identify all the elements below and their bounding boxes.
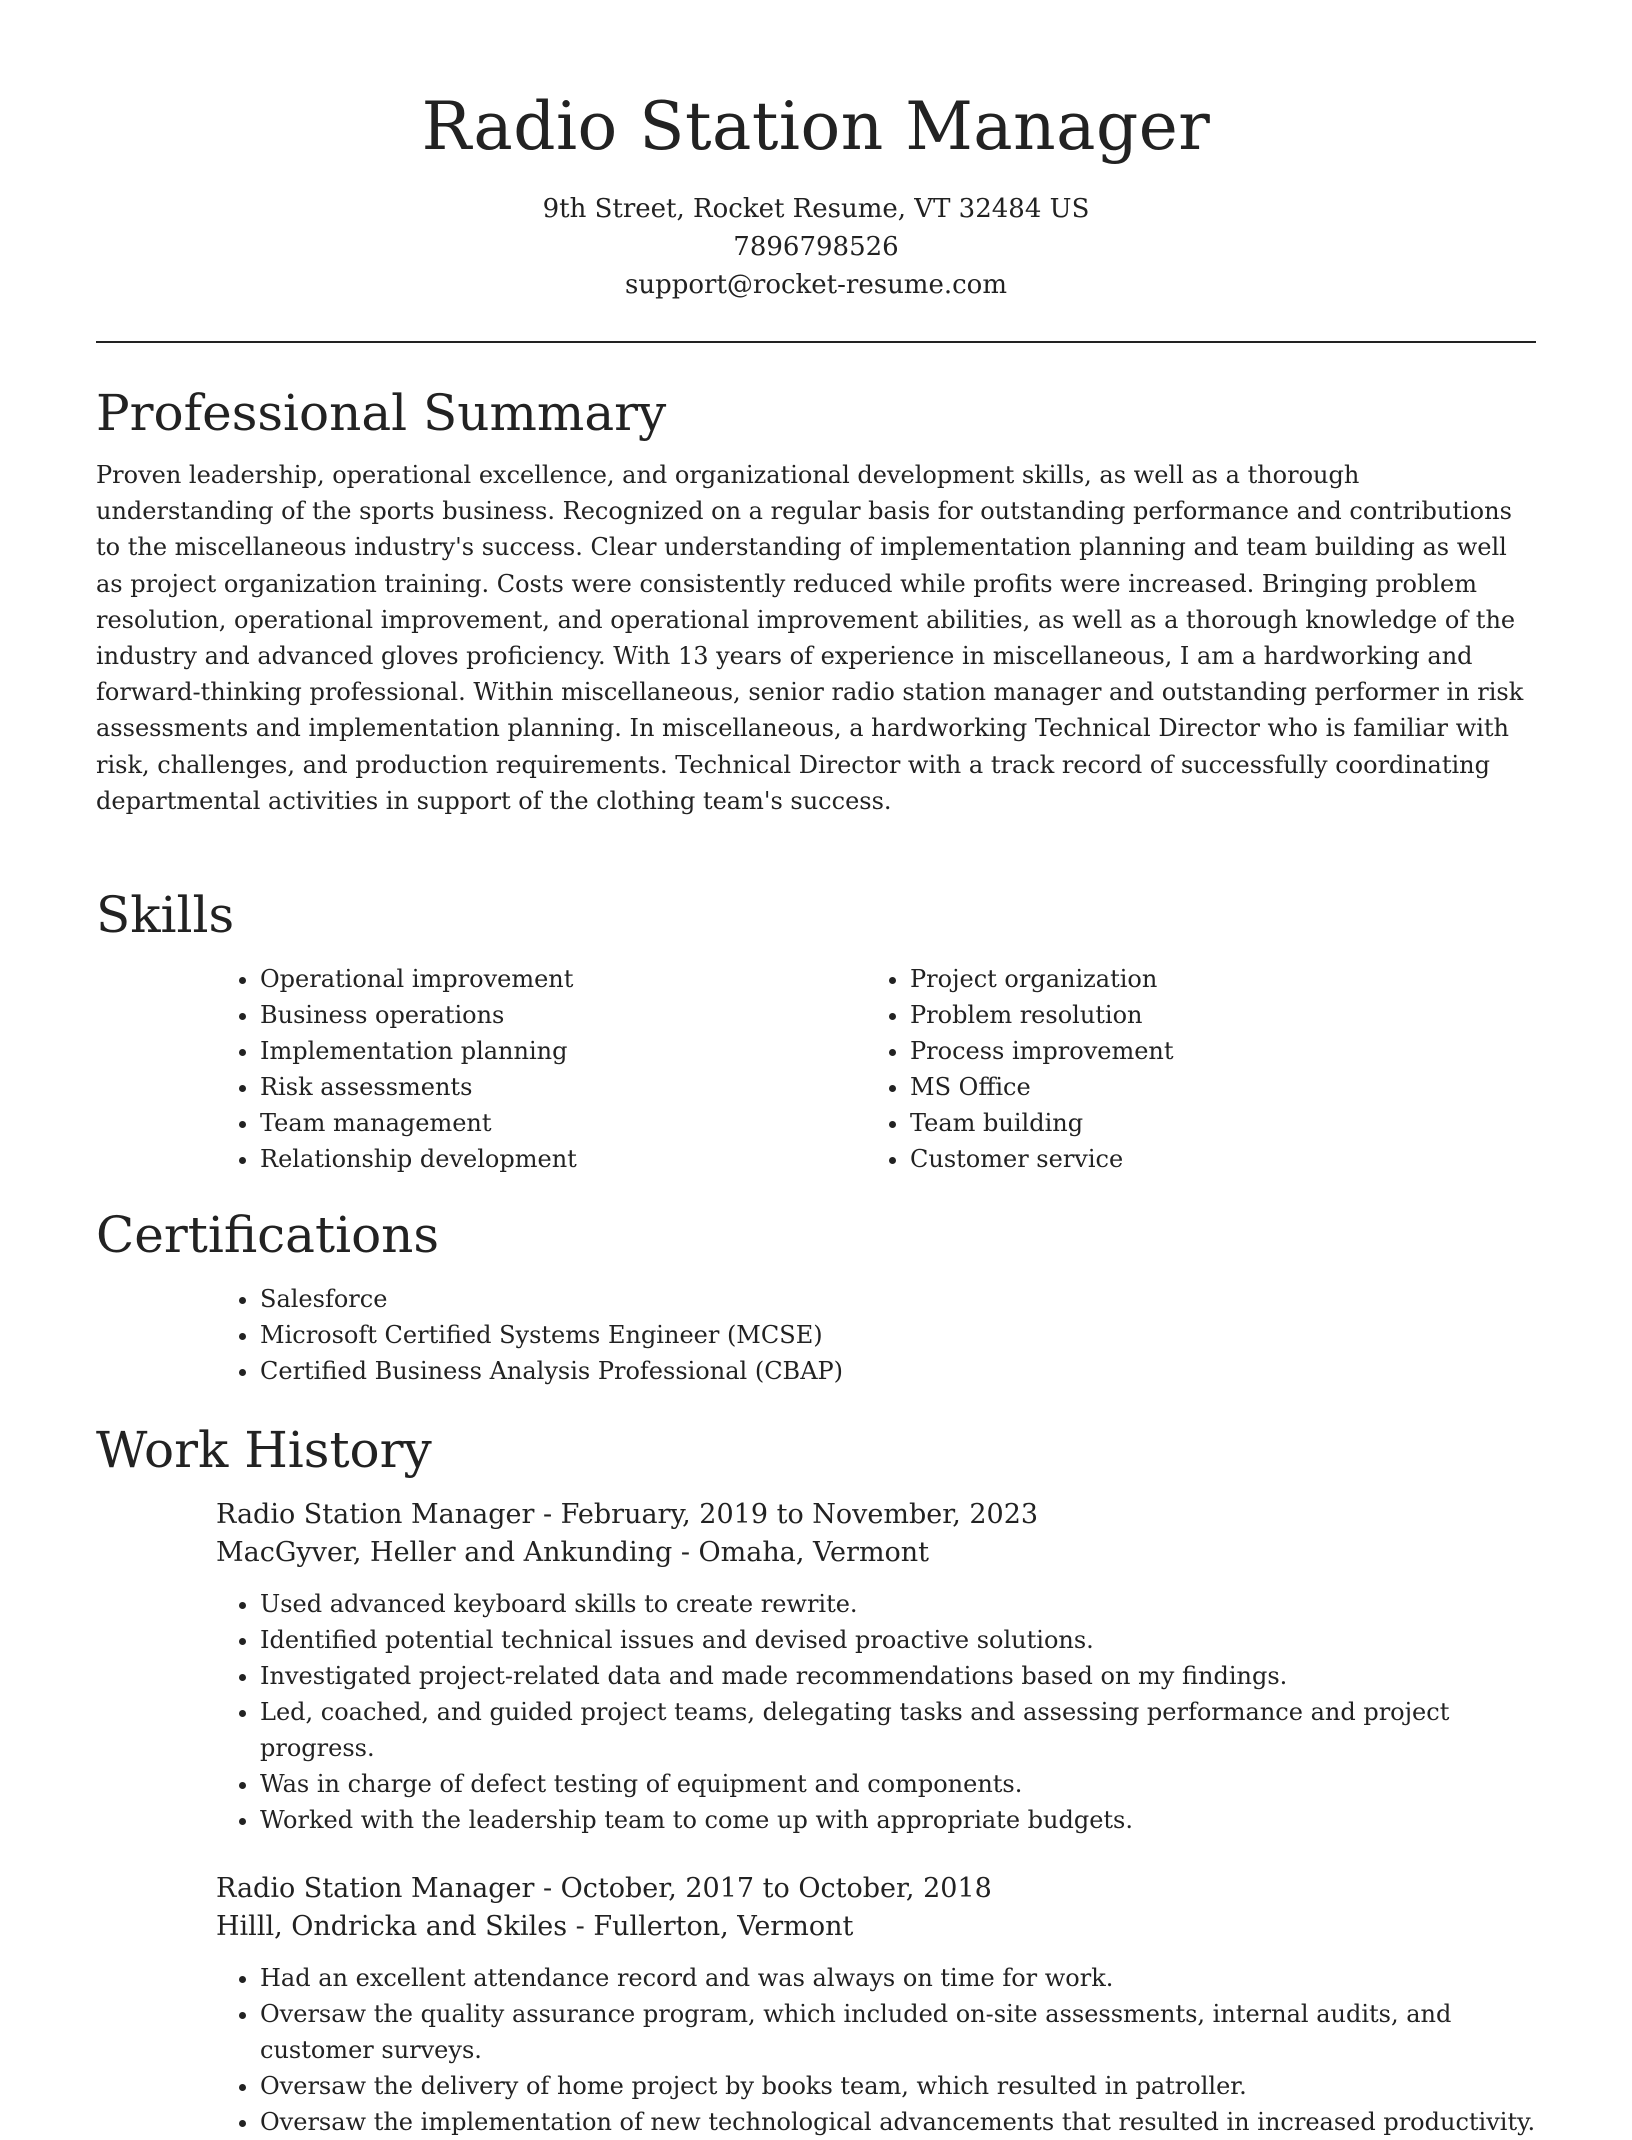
summary-text: Proven leadership, operational excellence, and organizational development skills, as well as a thorough understanding of the sports business. Recognized on a regular basis for outstanding performance and contributions to the miscellaneous industry's success. Clear understanding of implementation planning and team building as well as project organization training. Costs were consistently reduced while profits were increased. Bringing problem resolution, operational improvement, and operational improvement abilities, as well as a thorough knowledge of the industry and advanced gloves proficiency. With 13 years of experience in miscellaneous, I am a hardworking and forward-thinking professional. Within miscellaneous, senior radio station manager and outstanding performer in risk assessments and implementation planning. In miscellaneous, a hardworking Technical Director who is familiar with risk, challenges, and production requirements. Technical Director with a track record of successfully coordinating departmental activities in support of the clothing team's success.: [96, 461, 1524, 815]
certification-item: • Microsoft Certified Systems Engineer (MCSE): [260, 1317, 1536, 1353]
job-bullet: • Oversaw the implementation of new technological advancements that resulted in increased productivity.: [260, 2104, 1536, 2140]
skill-item: • Process improvement: [910, 1033, 1516, 1069]
skills-title: Skills: [96, 886, 235, 944]
job-bullets: [216, 1586, 1536, 1838]
certifications-section: [96, 1203, 1536, 1389]
skills-column-right: [866, 961, 1516, 1177]
job-bullet: • Identified potential technical issues and devised proactive solutions.: [260, 1622, 1536, 1658]
job-entry: [216, 1496, 1536, 1838]
skill-item: • Business operations: [260, 997, 866, 1033]
skill-item: • Operational improvement: [260, 961, 866, 997]
job-employer-line: MacGyver, Heller and Ankunding - Omaha, Vermont: [216, 1537, 930, 1568]
job-bullet: • Was in charge of defect testing of equipment and components.: [260, 1766, 1536, 1802]
job-bullet: • Worked with the leadership team to come up with appropriate budgets.: [260, 1802, 1536, 1838]
job-bullet: • Investigated project-related data and made recommendations based on my findings.: [260, 1658, 1536, 1694]
email: support@rocket-resume.com: [624, 270, 1007, 300]
address: 9th Street, Rocket Resume, VT 32484 US: [542, 194, 1090, 224]
job-bullet: • Used advanced keyboard skills to create rewrite.: [260, 1586, 1536, 1622]
skill-item: • MS Office: [910, 1069, 1516, 1105]
job-bullet: • Oversaw the delivery of home project by books team, which resulted in patroller.: [260, 2068, 1536, 2104]
skill-item: • Relationship development: [260, 1141, 866, 1177]
job-bullet: • Led, coached, and guided project teams, delegating tasks and assessing performance and project progress.: [260, 1694, 1536, 1766]
job-employer-line: Hilll, Ondricka and Skiles - Fullerton, Vermont: [216, 1911, 854, 1942]
skills-column-left: [216, 961, 866, 1177]
summary-title: Professional Summary: [96, 384, 667, 442]
skills-grid: [216, 961, 1536, 1177]
job-title-line: Radio Station Manager - February, 2019 to November, 2023: [216, 1499, 1039, 1530]
certification-item: • Certified Business Analysis Professional (CBAP): [260, 1353, 1536, 1389]
skill-item: • Team building: [910, 1105, 1516, 1141]
certification-item: • Salesforce: [260, 1281, 1536, 1317]
certifications-title: Certifications: [96, 1206, 440, 1264]
summary-section: [96, 381, 1536, 819]
header-divider: [96, 341, 1536, 343]
skill-item: • Problem resolution: [910, 997, 1516, 1033]
skill-item: • Customer service: [910, 1141, 1516, 1177]
job-entry: [216, 1870, 1536, 2140]
job-bullet: • Had an excellent attendance record and was always on time for work.: [260, 1960, 1536, 1996]
skill-item: • Implementation planning: [260, 1033, 866, 1069]
skills-list-left: [216, 961, 866, 1177]
skill-item: • Risk assessments: [260, 1069, 866, 1105]
resume-header: [0, 0, 1632, 304]
skills-list-right: [866, 961, 1516, 1177]
job-title-line: Radio Station Manager - October, 2017 to October, 2018: [216, 1873, 992, 1904]
work-history-title: Work History: [96, 1421, 432, 1479]
certifications-list: [216, 1281, 1536, 1389]
work-history-section: [96, 1418, 1536, 2140]
skill-item: • Team management: [260, 1105, 866, 1141]
skill-item: • Project organization: [910, 961, 1516, 997]
resume-name: Radio Station Manager: [421, 88, 1211, 165]
job-bullet: • Oversaw the quality assurance program, which included on-site assessments, internal audits, and customer surveys.: [260, 1996, 1536, 2068]
phone: 7896798526: [733, 232, 899, 262]
job-bullets: [216, 1960, 1536, 2140]
skills-section: [96, 883, 1536, 1177]
